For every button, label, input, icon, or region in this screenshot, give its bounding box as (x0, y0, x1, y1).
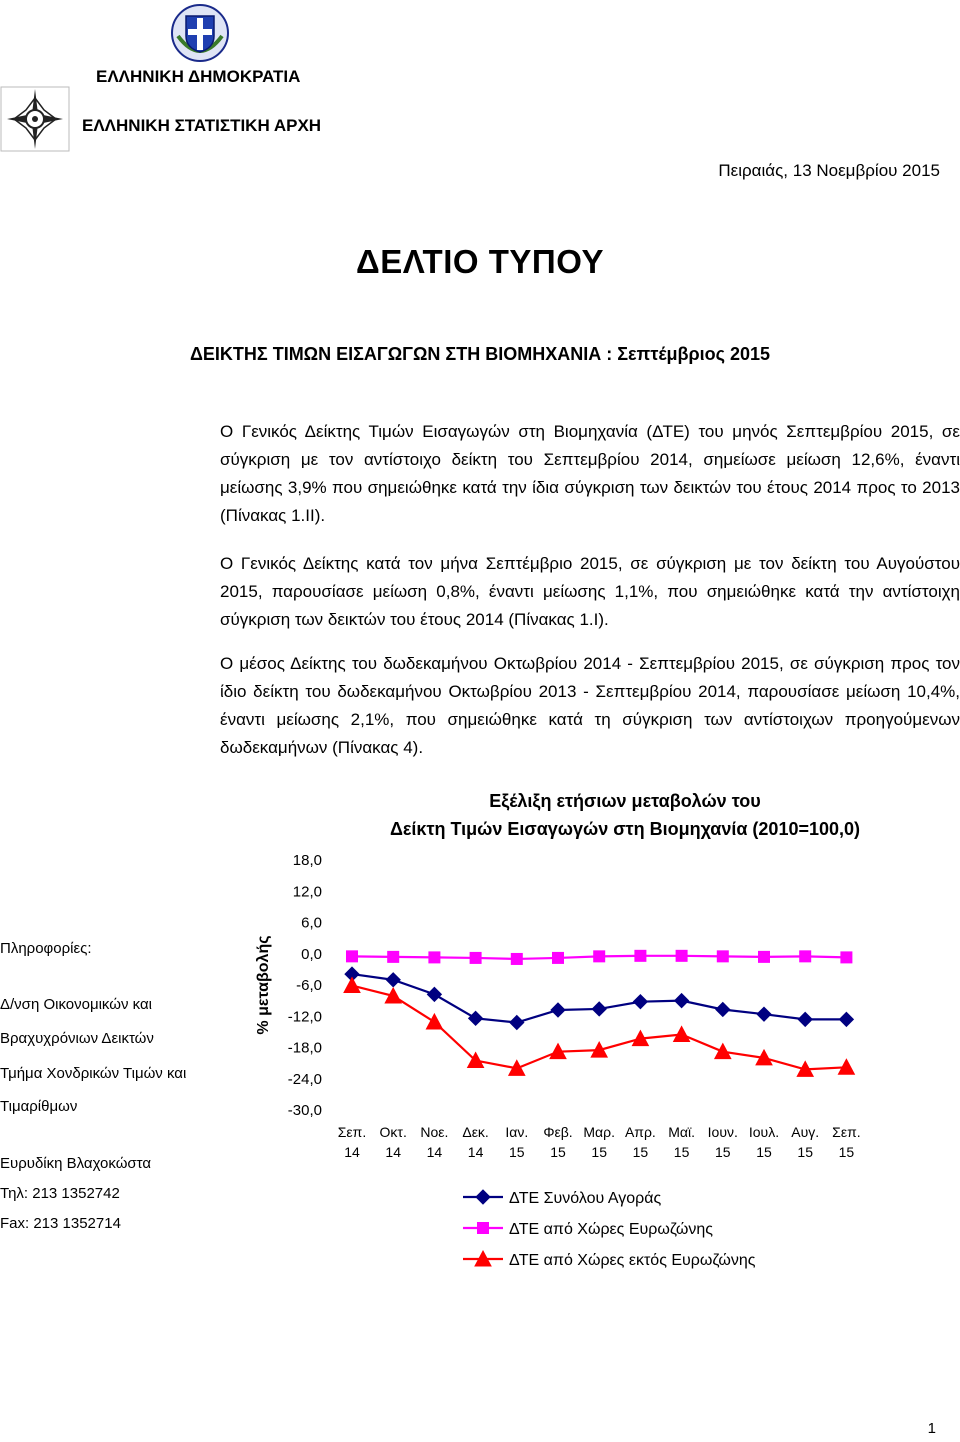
series-2-point (426, 1014, 442, 1029)
series-1-point (841, 952, 852, 963)
y-tick-label: 0,0 (301, 945, 322, 963)
chart-x-axis (338, 1124, 861, 1160)
x-tick-label-year: 14 (344, 1144, 360, 1160)
x-tick-label-year: 15 (838, 1144, 855, 1160)
x-tick-label-month: Μαρ. (583, 1124, 616, 1140)
x-tick-label-year: 14 (467, 1144, 484, 1160)
page-subtitle: ΔΕΙΚΤΗΣ ΤΙΜΩΝ ΕΙΣΑΓΩΓΩΝ ΣΤΗ ΒΙΟΜΗΧΑΝΙΑ : Σεπτέμβριος 2015 (189, 344, 771, 364)
series-1-point (553, 952, 564, 963)
x-tick-label-month: Αυγ. (791, 1124, 820, 1140)
chart-series-group (344, 950, 854, 1076)
legend-label: ΔΤΕ από Χώρες Ευρωζώνης (509, 1221, 713, 1238)
x-tick-label-month: Σεπ. (337, 1124, 367, 1140)
series-1-point (676, 950, 687, 961)
series-1-point (388, 951, 399, 962)
release-date: Πειραιάς, 13 Νοεμβρίου 2015 (718, 161, 940, 180)
x-tick-label-month: Οκτ. (379, 1124, 407, 1140)
series-1-point (759, 951, 770, 962)
contact-label: Πληροφορίες: (0, 940, 92, 957)
header-authority: ΕΛΛΗΝΙΚΗ ΣΤΑΤΙΣΤΙΚΗ ΑΡΧΗ (82, 116, 322, 135)
paragraph-3: Ο μέσος Δείκτης του δωδεκαμήνου Οκτωβρίου 2014 - Σεπτεμβρίου 2015, σε σύγκριση προς τον ίδιο δείκτη του δωδεκαμήνου Οκτωβρίου 2013 - Σεπτεμβρίου 2014, παρουσίασε μείωση 10,4%, έναντι μείωσης 2,1%, που σημειώθηκε κατά τη σύγκριση των αντίστοιχων προηγούμενων δωδεκαμήνων (Πίνακας 4). (220, 654, 960, 757)
chart-title-line2: Δείκτη Τιμών Εισαγωγών στη Βιομηχανία (2010=100,0) (389, 819, 861, 839)
y-tick-label: -30,0 (287, 1102, 322, 1119)
x-tick-label-year: 15 (797, 1144, 813, 1160)
series-0-point (510, 1016, 524, 1030)
series-1-point (717, 951, 728, 962)
chart-legend (463, 1190, 756, 1269)
x-tick-label-year: 15 (673, 1144, 690, 1160)
series-0-point (839, 1012, 853, 1026)
x-tick-label-year: 14 (385, 1144, 401, 1160)
x-tick-label-month: Νοε. (420, 1124, 449, 1140)
series-0-point (675, 994, 689, 1008)
legend-marker (476, 1190, 490, 1204)
x-tick-label-year: 15 (509, 1144, 525, 1160)
series-1-point (429, 952, 440, 963)
y-tick-label: -12,0 (287, 1008, 322, 1026)
page-number: 1 (927, 1420, 936, 1437)
x-tick-label-month: Ιουν. (707, 1124, 738, 1140)
series-1-point (594, 951, 605, 962)
x-tick-label-year: 15 (715, 1144, 731, 1160)
series-1-point (470, 952, 481, 963)
legend-marker (478, 1223, 489, 1234)
x-tick-label-year: 14 (426, 1144, 443, 1160)
y-tick-label: 6,0 (301, 914, 322, 932)
series-1-point (511, 953, 522, 964)
x-tick-label-month: Σεπ. (832, 1124, 861, 1140)
chart-y-axis (288, 852, 322, 1119)
series-2-point (344, 978, 360, 993)
contact-dept-2: Βραχυχρόνιων Δεικτών (0, 1030, 154, 1047)
contact-fax: Fax: 213 1352714 (0, 1215, 121, 1232)
paragraph-2: Ο Γενικός Δείκτης κατά τον μήνα Σεπτέμβριο 2015, σε σύγκριση με τον δείκτη του Αυγούστου 2015, παρουσίασε μείωση 0,8%, έναντι μείωσης 1,1%, που σημειώθηκε κατά την αντίστοιχη σύγκριση των δεικτών του έτους 2014 (Πίνακας 1.Ι). (220, 554, 960, 629)
x-tick-label-month: Απρ. (624, 1124, 656, 1140)
series-0-point (551, 1003, 565, 1017)
x-tick-label-year: 15 (632, 1144, 649, 1160)
x-tick-label-year: 15 (591, 1144, 607, 1160)
y-tick-label: -6,0 (296, 977, 322, 994)
series-0-point (633, 995, 647, 1009)
series-0-point (427, 987, 441, 1001)
series-1-point (800, 951, 811, 962)
legend-label: ΔΤΕ από Χώρες εκτός Ευρωζώνης (509, 1252, 756, 1269)
contact-name: Ευρυδίκη Βλαχοκώστα (0, 1155, 152, 1172)
series-0-point (716, 1002, 730, 1016)
x-tick-label-year: 15 (550, 1144, 566, 1160)
legend-label: ΔΤΕ Συνόλου Αγοράς (509, 1190, 662, 1207)
contact-dept-4: Τιμαρίθμων (0, 1098, 78, 1115)
x-tick-label-month: Ιαν. (505, 1124, 529, 1140)
series-1-point (347, 951, 358, 962)
series-2-point (715, 1044, 731, 1059)
series-0-point (592, 1002, 606, 1016)
contact-tel: Τηλ: 213 1352742 (0, 1185, 120, 1202)
x-tick-label-month: Ιουλ. (748, 1124, 780, 1140)
x-tick-label-month: Φεβ. (543, 1124, 573, 1140)
series-0-point (798, 1012, 812, 1026)
chart-y-label: % μεταβολής (255, 935, 272, 1035)
contact-dept-3: Τμήμα Χονδρικών Τιμών και (0, 1065, 187, 1082)
contact-dept-1: Δ/νση Οικονομικών και (0, 996, 152, 1013)
x-tick-label-month: Μαϊ. (668, 1124, 695, 1140)
series-1-point (635, 950, 646, 961)
series-0-point (469, 1011, 483, 1025)
y-tick-label: -18,0 (287, 1039, 322, 1057)
header-republic: ΕΛΛΗΝΙΚΗ ΔΗΜΟΚΡΑΤΙΑ (96, 67, 301, 86)
chart-title-line1: Εξέλιξη ετήσιων μεταβολών του (489, 791, 761, 811)
y-tick-label: -24,0 (287, 1070, 322, 1088)
series-0-point (386, 973, 400, 987)
y-tick-label: 18,0 (292, 852, 322, 869)
paragraph-1: Ο Γενικός Δείκτης Τιμών Εισαγωγών στη Βιομηχανία (ΔΤΕ) του μηνός Σεπτεμβρίου 2015, σε σύγκριση με τον αντίστοιχο δείκτη του Σεπτεμβρίου 2014, σημείωσε μείωση 12,6%, έναντι μείωσης 3,9% που σημειώθηκε κατά την ίδια σύγκριση των δεικτών του έτους 2014 προς το 2013 (Πίνακας 1.ΙΙ). (220, 422, 960, 525)
series-0-point (757, 1007, 771, 1021)
x-tick-label-month: Δεκ. (462, 1124, 489, 1140)
page-title: ΔΕΛΤΙΟ ΤΥΠΟΥ (356, 243, 604, 280)
x-tick-label-year: 15 (756, 1144, 772, 1160)
y-tick-label: 12,0 (292, 883, 322, 901)
